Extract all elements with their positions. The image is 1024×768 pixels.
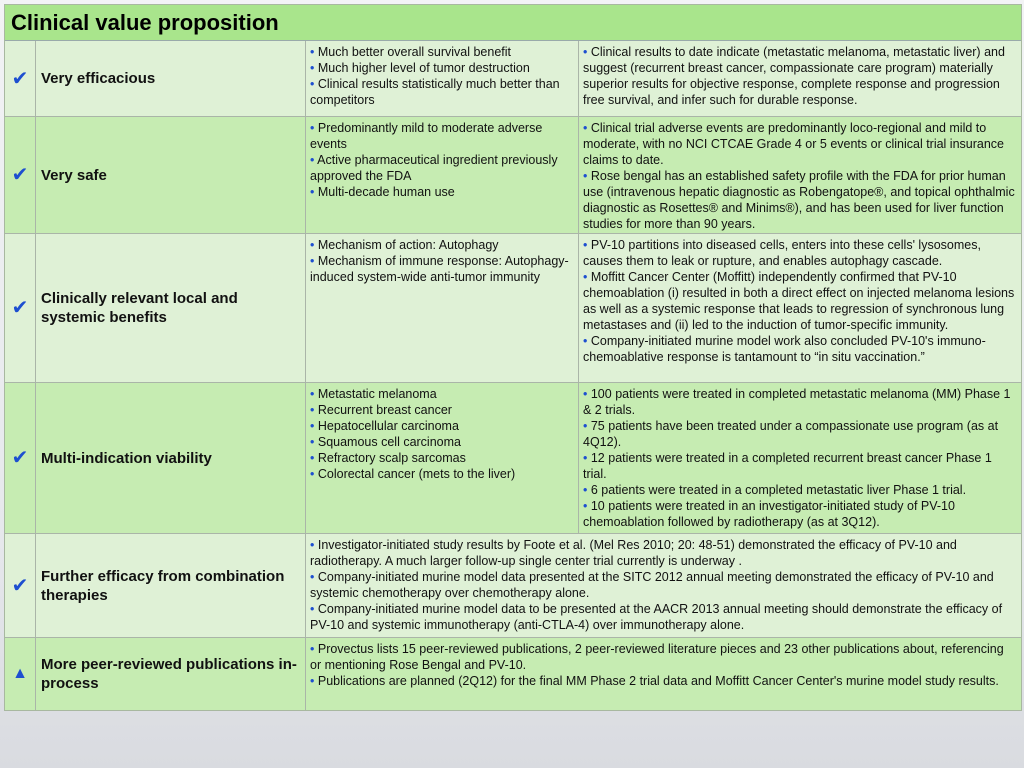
bullet-icon: • <box>583 169 591 183</box>
bullet-icon: • <box>583 238 591 252</box>
bullet-item <box>310 120 574 152</box>
table-row <box>5 534 1021 638</box>
bullet-icon: • <box>583 334 591 348</box>
check-icon: ✔ <box>5 41 36 116</box>
bullet-icon: • <box>583 121 591 135</box>
row-label: Further efficacy from combination therapies <box>36 534 306 637</box>
bullet-icon: • <box>583 483 591 497</box>
bullet-item <box>310 537 1017 569</box>
bullet-icon: • <box>310 467 318 481</box>
bullet-item <box>583 44 1017 108</box>
bullet-item <box>310 237 574 253</box>
bullet-icon: • <box>310 642 318 656</box>
slide <box>4 4 1022 711</box>
details-cell <box>579 234 1021 382</box>
bullet-item <box>310 450 574 466</box>
bullet-icon: • <box>583 419 591 433</box>
bullet-item <box>310 184 574 200</box>
bullet-item <box>583 168 1017 232</box>
bullet-text: Clinical results to date indicate (metastatic melanoma, metastatic liver) and suggest (recurrent breast cancer, compassionate care program) materially superior results for objective response, complete response and progression free survival, and infer such for durable response. <box>583 45 1005 107</box>
bullet-text: Colorectal cancer (mets to the liver) <box>317 467 516 481</box>
summary-cell <box>306 234 579 382</box>
bullet-icon: • <box>310 435 318 449</box>
bullet-text: Predominantly mild to moderate adverse events <box>310 121 543 151</box>
bullet-icon: • <box>310 45 318 59</box>
bullet-icon: • <box>310 77 318 91</box>
bullet-icon: • <box>310 387 318 401</box>
details-cell <box>306 638 1021 710</box>
bullet-item <box>583 269 1017 333</box>
check-icon: ✔ <box>5 383 36 533</box>
bullet-text: Company-initiated murine model work also concluded PV-10's immuno-chemoablative response is tantamount to “in situ vaccination.” <box>583 334 986 364</box>
bullet-text: Rose bengal has an established safety profile with the FDA for prior human use (intravenous hepatic diagnostic as Robengatope®, and topical ophthalmic diagnostic as Rosettes® and Minims®), and has been used for liver function studies for more than 90 years. <box>583 169 1015 231</box>
bullet-item <box>583 386 1017 418</box>
bullet-text: Publications are planned (2Q12) for the final MM Phase 2 trial data and Moffitt Cancer Center's murine model study results. <box>317 674 999 688</box>
bullet-text: Squamous cell carcinoma <box>317 435 461 449</box>
bullet-text: Moffitt Cancer Center (Moffitt) independently confirmed that PV-10 chemoablation (i) resulted in both a direct effect on injected melanoma lesions as well as a systemic response that leads to regression of synchronous lung metastases and (ii) led to the induction of tumor-specific immunity. <box>583 270 1015 332</box>
bullet-item <box>310 60 574 76</box>
check-icon: ✔ <box>5 534 36 637</box>
bullet-text: Mechanism of action: Autophagy <box>317 238 499 252</box>
bullet-text: Much better overall survival benefit <box>317 45 512 59</box>
bullet-text: Multi-decade human use <box>317 185 455 199</box>
bullet-icon: • <box>310 121 318 135</box>
bullet-text: Refractory scalp sarcomas <box>317 451 466 465</box>
check-icon: ✔ <box>5 234 36 382</box>
bullet-text: Much higher level of tumor destruction <box>317 61 530 75</box>
table-row <box>5 41 1021 117</box>
bullet-item <box>310 386 574 402</box>
details-cell <box>579 41 1021 116</box>
bullet-icon: • <box>583 270 591 284</box>
row-label: More peer-reviewed publications in-process <box>36 638 306 710</box>
row-label: Multi-indication viability <box>36 383 306 533</box>
bullet-item <box>583 418 1017 450</box>
bullet-icon: • <box>310 674 318 688</box>
bullet-item <box>583 450 1017 482</box>
bullet-item <box>583 482 1017 498</box>
bullet-item <box>310 76 574 108</box>
row-label: Very safe <box>36 117 306 233</box>
bullet-text: Hepatocellular carcinoma <box>317 419 459 433</box>
bullet-item <box>310 466 574 482</box>
bullet-item <box>310 402 574 418</box>
bullet-icon: • <box>310 419 318 433</box>
table-row <box>5 234 1021 383</box>
row-label: Clinically relevant local and systemic benefits <box>36 234 306 382</box>
value-table <box>5 41 1021 710</box>
bullet-text: 6 patients were treated in a completed metastatic liver Phase 1 trial. <box>590 483 967 497</box>
bullet-item <box>310 152 574 184</box>
bullet-icon: • <box>310 238 318 252</box>
bullet-item <box>310 253 574 285</box>
bullet-icon: • <box>583 45 591 59</box>
summary-cell <box>306 383 579 533</box>
bullet-text: Provectus lists 15 peer-reviewed publications, 2 peer-reviewed literature pieces and 23 other publications about, referencing or mentioning Rose Bengal and PV-10. <box>310 642 1004 672</box>
bullet-icon: • <box>310 403 318 417</box>
details-cell <box>579 383 1021 533</box>
bullet-item <box>310 434 574 450</box>
bullet-text: Investigator-initiated study results by Foote et al. (Mel Res 2010; 20: 48-51) demonstrated the efficacy of PV-10 and radiotherapy. A much larger follow-up single center trial currently is underway . <box>310 538 957 568</box>
summary-cell <box>306 117 579 233</box>
bullet-text: Clinical trial adverse events are predominantly loco-regional and mild to moderate, with no NCI CTCAE Grade 4 or 5 events or clinical trial insurance claims to date. <box>583 121 1005 167</box>
bullet-text: Recurrent breast cancer <box>317 403 452 417</box>
table-row <box>5 117 1021 234</box>
bullet-text: Active pharmaceutical ingredient previously approved the FDA <box>310 153 558 183</box>
bullet-icon: • <box>583 499 591 513</box>
bullet-text: 75 patients have been treated under a compassionate use program (as at 4Q12). <box>583 419 999 449</box>
bullet-icon: • <box>583 451 591 465</box>
bullet-text: Company-initiated murine model data presented at the SITC 2012 annual meeting demonstrated the efficacy of PV-10 and systemic chemotherapy over chemotherapy alone. <box>310 570 994 600</box>
bullet-item <box>583 333 1017 365</box>
bullet-icon: • <box>310 538 318 552</box>
bullet-icon: • <box>310 451 318 465</box>
bullet-item <box>310 418 574 434</box>
bullet-item <box>310 44 574 60</box>
details-cell <box>306 534 1021 637</box>
bullet-icon: • <box>310 570 318 584</box>
bullet-icon: • <box>310 602 318 616</box>
row-label: Very efficacious <box>36 41 306 116</box>
bullet-icon: • <box>310 153 318 167</box>
table-row <box>5 638 1021 710</box>
bullet-text: Company-initiated murine model data to be presented at the AACR 2013 annual meeting should demonstrate the efficacy of PV-10 and systemic immunotherapy (anti-CTLA-4) over immunotherapy alone. <box>310 602 1003 632</box>
bullet-text: 10 patients were treated in an investigator-initiated study of PV-10 chemoablation followed by radiotherapy (as at 3Q12). <box>583 499 955 529</box>
bullet-text: Clinical results statistically much better than competitors <box>310 77 560 107</box>
bullet-item <box>583 498 1017 530</box>
table-row <box>5 383 1021 534</box>
bullet-item <box>310 569 1017 601</box>
details-cell <box>579 117 1021 233</box>
bullet-text: Metastatic melanoma <box>317 387 437 401</box>
bullet-text: 100 patients were treated in completed metastatic melanoma (MM) Phase 1 & 2 trials. <box>583 387 1011 417</box>
bullet-icon: • <box>310 185 318 199</box>
bullet-text: 12 patients were treated in a completed recurrent breast cancer Phase 1 trial. <box>583 451 992 481</box>
triangle-up-icon: ▲ <box>5 638 36 710</box>
bullet-item <box>583 237 1017 269</box>
bullet-text: Mechanism of immune response: Autophagy-induced system-wide anti-tumor immunity <box>310 254 569 284</box>
bullet-icon: • <box>583 387 591 401</box>
bullet-item <box>310 641 1017 673</box>
summary-cell <box>306 41 579 116</box>
check-icon: ✔ <box>5 117 36 233</box>
bullet-item <box>310 673 1017 689</box>
slide-title: Clinical value proposition <box>5 5 1021 41</box>
bullet-text: PV-10 partitions into diseased cells, enters into these cells' lysosomes, causes them to leak or rupture, and enables autophagy cascade. <box>583 238 981 268</box>
bullet-icon: • <box>310 254 318 268</box>
bullet-icon: • <box>310 61 318 75</box>
bullet-item <box>583 120 1017 168</box>
bullet-item <box>310 601 1017 633</box>
